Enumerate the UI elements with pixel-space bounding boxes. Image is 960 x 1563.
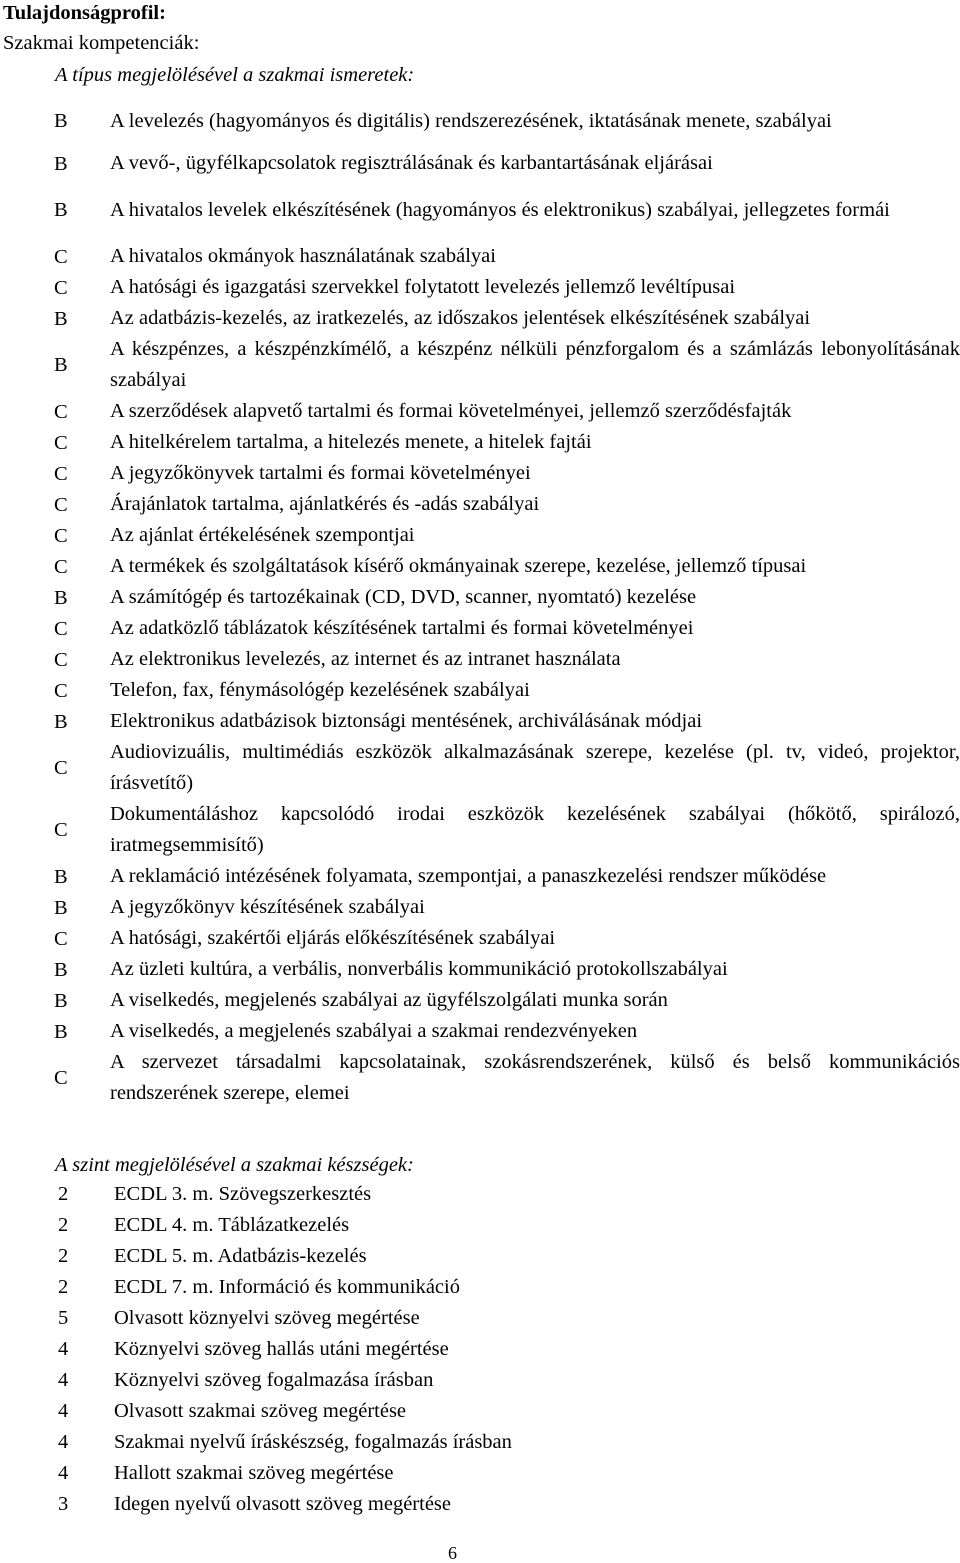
knowledge-item	[0, 644, 960, 675]
skill-item	[0, 1336, 960, 1362]
skill-text: ECDL 4. m. Táblázatkezelés	[114, 1214, 350, 1236]
knowledge-type-code: B	[54, 989, 68, 1012]
knowledge-item	[0, 272, 960, 303]
skill-text: Köznyelvi szöveg fogalmazása írásban	[114, 1369, 434, 1391]
knowledge-type-code: B	[54, 958, 68, 981]
knowledge-item	[0, 179, 960, 241]
skill-item	[0, 1491, 960, 1517]
knowledge-text: Elektronikus adatbázisok biztonsági mentésének, archiválásának módjai	[110, 710, 703, 732]
knowledge-text: Az adatközlő táblázatok készítésének tartalmi és formai követelményei	[110, 617, 694, 639]
skill-item	[0, 1398, 960, 1424]
skill-item	[0, 1429, 960, 1455]
skill-level: 2	[58, 1245, 69, 1267]
knowledge-text: Az ajánlat értékelésének szempontjai	[110, 524, 415, 546]
knowledge-text: A hatósági és igazgatási szervekkel folytatott levelezés jellemző levéltípusai	[110, 276, 736, 298]
knowledge-type-code: C	[54, 245, 68, 268]
skill-text: ECDL 5. m. Adatbázis-kezelés	[114, 1245, 367, 1267]
skill-text: Szakmai nyelvű íráskészség, fogalmazás írásban	[114, 1431, 512, 1453]
knowledge-text: Az üzleti kultúra, a verbális, nonverbális kommunikáció protokollszabályai	[110, 958, 728, 980]
knowledge-item	[0, 985, 960, 1016]
skill-level: 4	[58, 1338, 69, 1360]
knowledge-item	[0, 675, 960, 706]
knowledge-item	[0, 1047, 960, 1109]
skill-level: 2	[58, 1214, 69, 1236]
knowledge-type-code: C	[54, 679, 68, 702]
knowledge-type-code: C	[54, 462, 68, 485]
knowledge-type-code: C	[54, 1067, 68, 1089]
skill-level: 5	[58, 1307, 69, 1329]
knowledge-item	[0, 334, 960, 396]
knowledge-item	[0, 458, 960, 489]
knowledge-type-code: C	[54, 276, 68, 299]
knowledge-item	[0, 396, 960, 427]
knowledge-type-code: B	[54, 199, 68, 221]
knowledge-item	[0, 923, 960, 954]
knowledge-text: A hatósági, szakértői eljárás előkészítésének szabályai	[110, 927, 556, 949]
skill-level: 4	[58, 1462, 69, 1484]
knowledge-item	[0, 148, 960, 179]
knowledge-type-code: B	[54, 710, 68, 733]
page-number: 6	[448, 1543, 457, 1563]
skill-text: Olvasott szakmai szöveg megértése	[114, 1400, 407, 1422]
skill-text: Hallott szakmai szöveg megértése	[114, 1462, 394, 1484]
knowledge-item	[0, 1016, 960, 1047]
knowledge-item	[0, 892, 960, 923]
knowledge-type-code: C	[54, 819, 68, 841]
knowledge-item	[0, 954, 960, 985]
section-subtitle: Szakmai kompetenciák:	[3, 32, 200, 54]
knowledge-text: A készpénzes, a készpénzkímélő, a készpénz nélküli pénzforgalom és a számlázás lebonyolításának szabályai	[110, 338, 960, 391]
knowledge-text: A levelezés (hagyományos és digitális) rendszerezésének, iktatásának menete, szabályai	[110, 109, 832, 132]
skill-level: 4	[58, 1431, 69, 1453]
knowledge-item	[0, 737, 960, 799]
knowledge-item	[0, 551, 960, 582]
skill-text: ECDL 7. m. Információ és kommunikáció	[114, 1276, 460, 1298]
knowledge-item	[0, 520, 960, 551]
knowledge-type-code: B	[54, 307, 68, 330]
knowledge-item	[0, 241, 960, 272]
knowledge-item	[0, 582, 960, 613]
knowledge-item	[0, 90, 960, 152]
knowledge-text: A vevő-, ügyfélkapcsolatok regisztrálásának és karbantartásának eljárásai	[110, 152, 713, 174]
skill-level: 2	[58, 1276, 69, 1298]
knowledge-item	[0, 799, 960, 861]
knowledge-text: A termékek és szolgáltatások kísérő okmányainak szerepe, kezelése, jellemző típusai	[110, 555, 807, 577]
knowledge-text: Telefon, fax, fénymásológép kezelésének szabályai	[110, 679, 530, 701]
knowledge-type-code: C	[54, 524, 68, 547]
knowledge-text: A reklamáció intézésének folyamata, szempontjai, a panaszkezelési rendszer működése	[110, 865, 827, 887]
skill-text: Olvasott köznyelvi szöveg megértése	[114, 1307, 420, 1329]
knowledge-text: A viselkedés, a megjelenés szabályai a szakmai rendezvényeken	[110, 1020, 638, 1042]
skill-level: 2	[58, 1183, 69, 1205]
skill-level: 3	[58, 1493, 69, 1515]
knowledge-text: Dokumentáláshoz kapcsolódó irodai eszközök kezelésének szabályai (hőkötő, spirálozó, iratmegsemmisítő)	[110, 803, 960, 856]
skill-text: ECDL 3. m. Szövegszerkesztés	[114, 1183, 372, 1205]
skill-text: Köznyelvi szöveg hallás utáni megértése	[114, 1338, 449, 1360]
knowledge-text: A viselkedés, megjelenés szabályai az ügyfélszolgálati munka során	[110, 989, 668, 1011]
knowledge-text: Árajánlatok tartalma, ajánlatkérés és -adás szabályai	[110, 493, 540, 515]
knowledge-text: A számítógép és tartozékainak (CD, DVD, scanner, nyomtató) kezelése	[110, 586, 697, 608]
skill-item	[0, 1305, 960, 1331]
knowledge-text: A hitelkérelem tartalma, a hitelezés menete, a hitelek fajtái	[110, 431, 592, 453]
knowledge-type-code: C	[54, 757, 68, 779]
knowledge-type-code: C	[54, 617, 68, 640]
knowledge-text: A jegyzőkönyv készítésének szabályai	[110, 896, 425, 918]
skill-item	[0, 1212, 960, 1238]
knowledge-type-code: C	[54, 927, 68, 950]
knowledge-item	[0, 303, 960, 334]
skill-text: Idegen nyelvű olvasott szöveg megértése	[114, 1493, 451, 1515]
knowledge-item	[0, 706, 960, 737]
skill-item	[0, 1181, 960, 1207]
knowledge-item	[0, 489, 960, 520]
knowledge-item	[0, 427, 960, 458]
knowledge-item	[0, 861, 960, 892]
knowledge-heading: A típus megjelölésével a szakmai ismeretek:	[55, 64, 415, 86]
page-title: Tulajdonságprofil:	[3, 2, 166, 24]
skill-level: 4	[58, 1400, 69, 1422]
knowledge-type-code: B	[54, 586, 68, 609]
knowledge-text: Az adatbázis-kezelés, az iratkezelés, az időszakos jelentések elkészítésének szabályai	[110, 307, 811, 329]
knowledge-text: Audiovizuális, multimédiás eszközök alkalmazásának szerepe, kezelése (pl. tv, videó, projektor, írásvetítő)	[110, 741, 960, 794]
knowledge-text: A jegyzőkönyvek tartalmi és formai követelményei	[110, 462, 531, 484]
knowledge-text: Az elektronikus levelezés, az internet és az intranet használata	[110, 648, 621, 670]
knowledge-type-code: B	[54, 152, 68, 175]
skill-item	[0, 1274, 960, 1300]
skill-level: 4	[58, 1369, 69, 1391]
knowledge-type-code: B	[54, 896, 68, 919]
knowledge-text: A hivatalos levelek elkészítésének (hagyományos és elektronikus) szabályai, jellegzetes formái	[110, 198, 890, 221]
knowledge-type-code: C	[54, 400, 68, 423]
knowledge-item	[0, 613, 960, 644]
knowledge-type-code: C	[54, 648, 68, 671]
knowledge-text: A hivatalos okmányok használatának szabályai	[110, 245, 496, 267]
knowledge-type-code: C	[54, 555, 68, 578]
knowledge-type-code: B	[54, 110, 68, 132]
skill-item	[0, 1460, 960, 1486]
skill-item	[0, 1367, 960, 1393]
knowledge-text: A szerződések alapvető tartalmi és formai követelményei, jellemző szerződésfajták	[110, 400, 792, 422]
knowledge-type-code: B	[54, 354, 68, 376]
knowledge-type-code: B	[54, 865, 68, 888]
skills-heading: A szint megjelölésével a szakmai készségek:	[55, 1154, 414, 1176]
knowledge-type-code: C	[54, 493, 68, 516]
knowledge-type-code: C	[54, 431, 68, 454]
knowledge-type-code: B	[54, 1020, 68, 1043]
skill-item	[0, 1243, 960, 1269]
knowledge-text: A szervezet társadalmi kapcsolatainak, szokásrendszerének, külső és belső kommunikációs rendszerének szerepe, elemei	[110, 1051, 960, 1104]
